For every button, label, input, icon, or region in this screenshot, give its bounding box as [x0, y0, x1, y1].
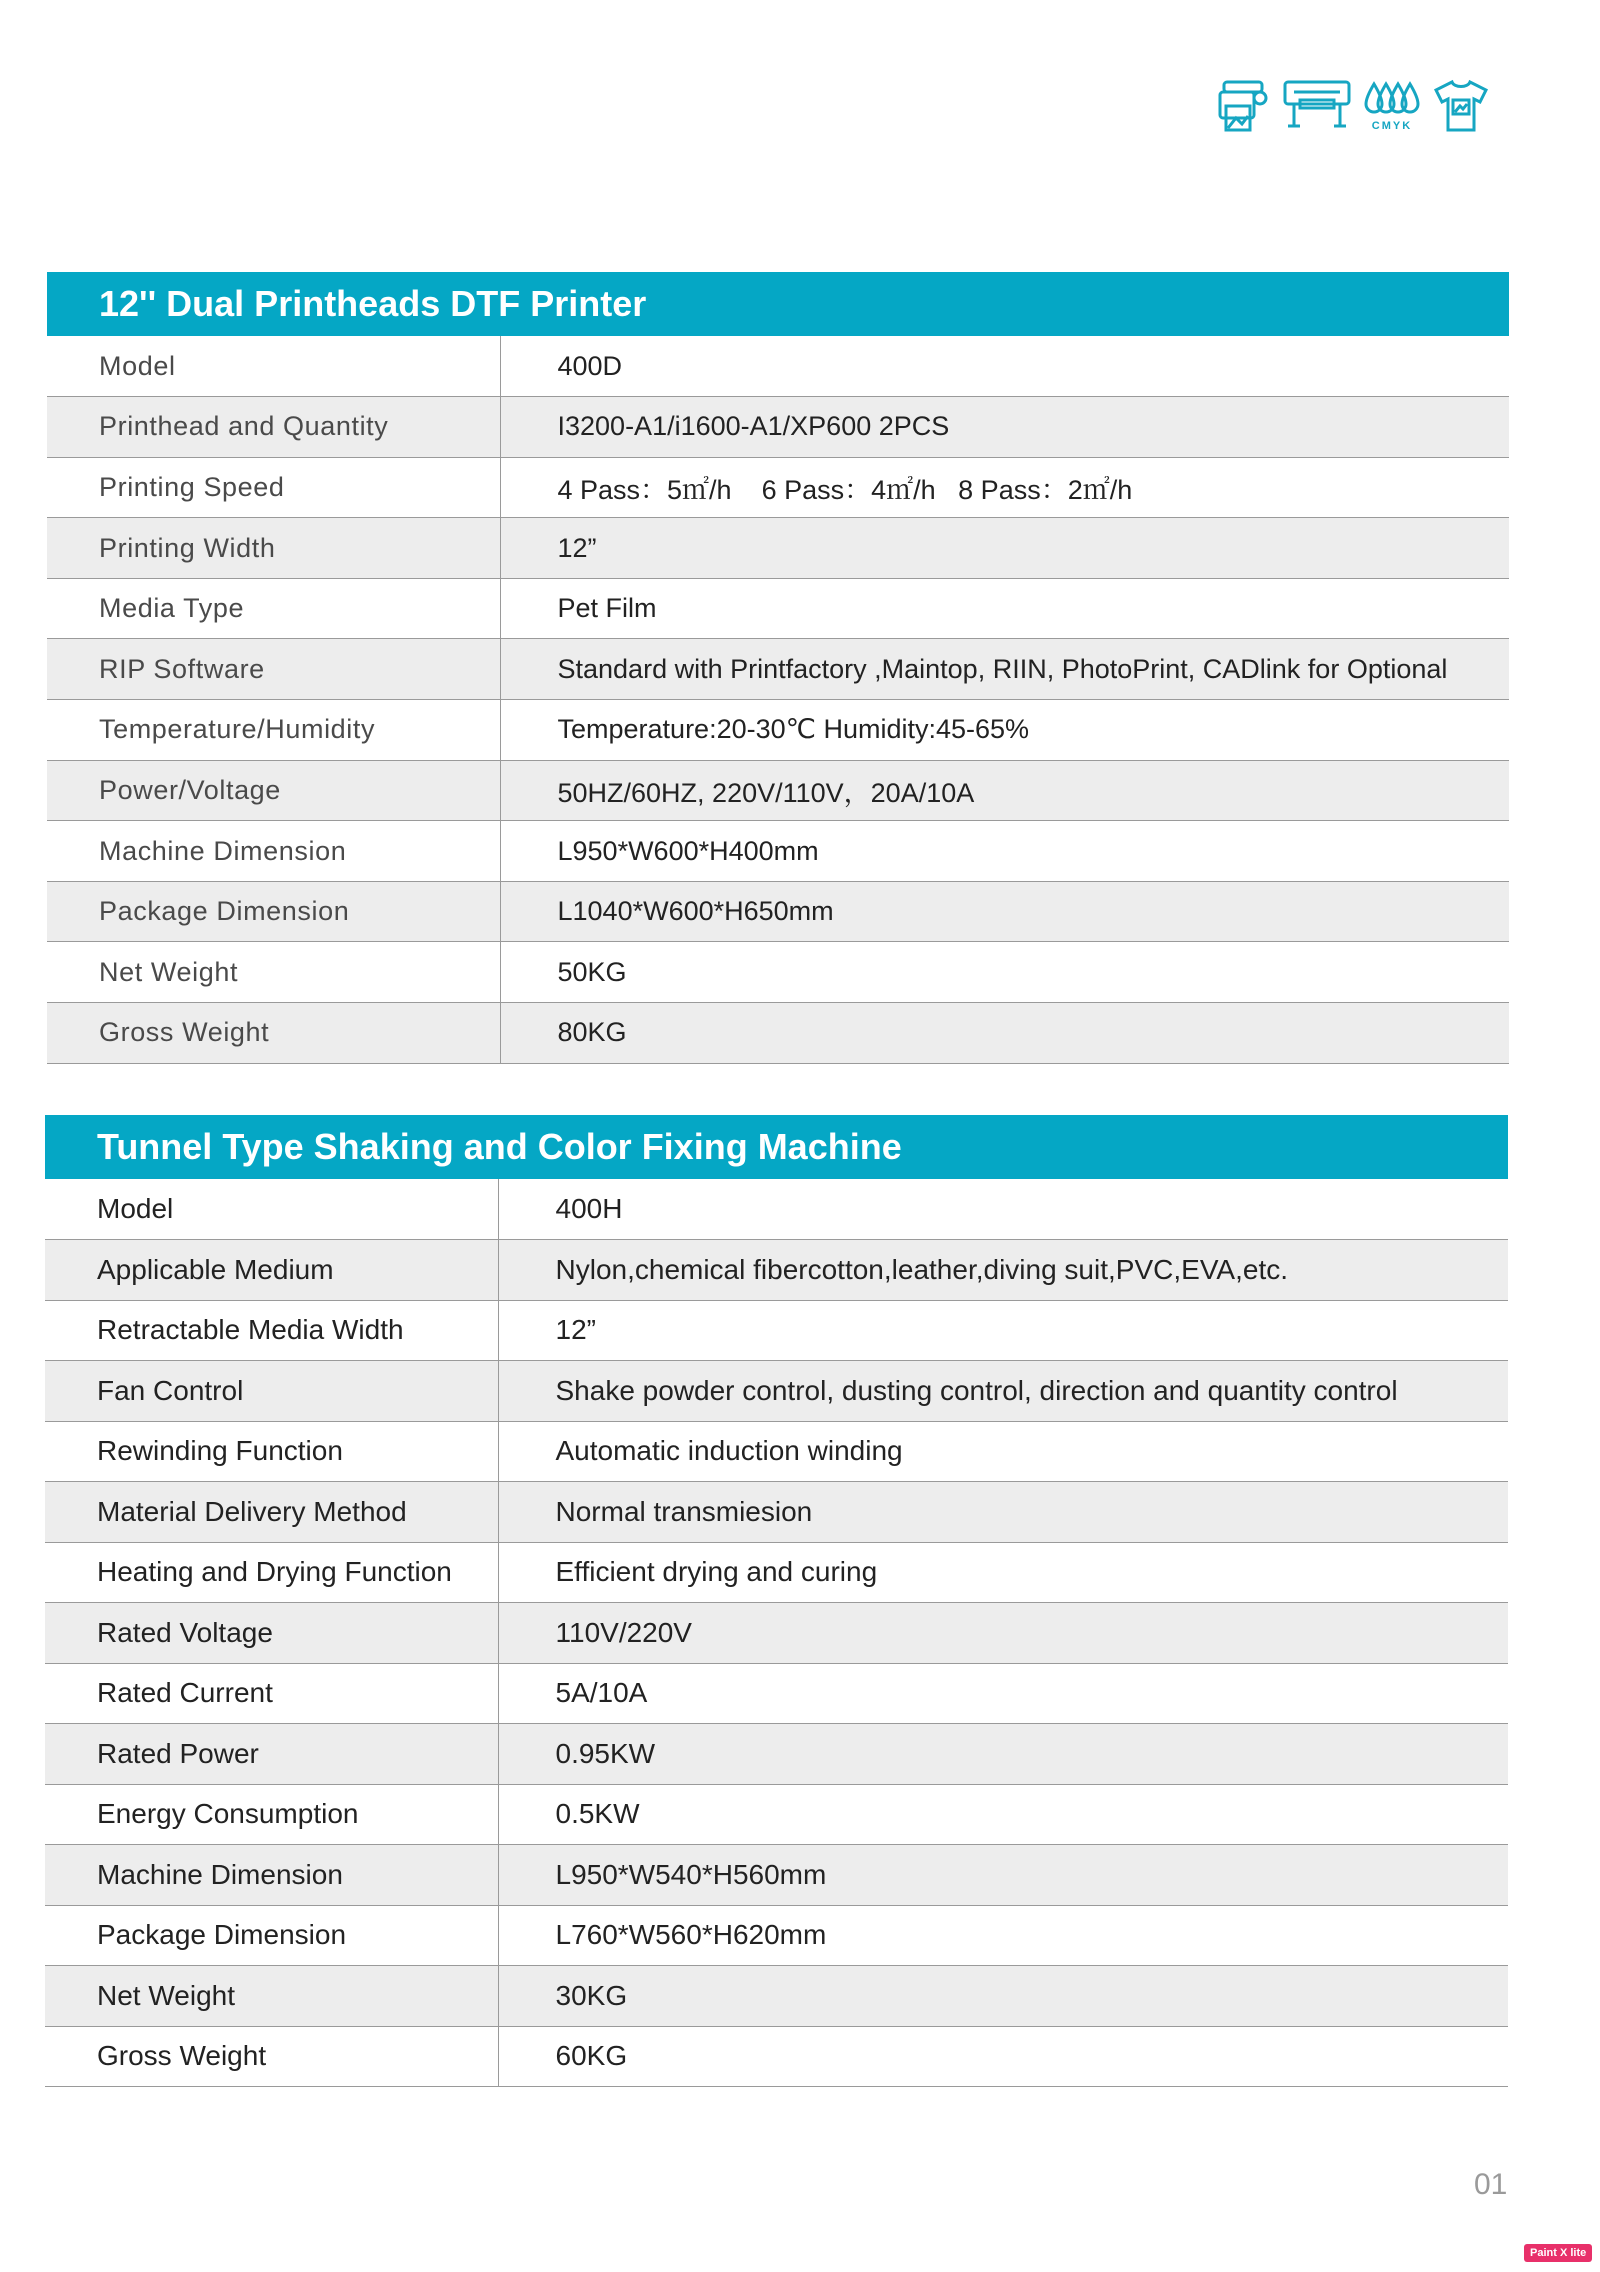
page-number: 01: [1474, 2168, 1508, 2201]
spec-label: Retractable Media Width: [45, 1300, 498, 1361]
table-row: [45, 1421, 1508, 1482]
table-row: [47, 1003, 1509, 1064]
header-icons: [1216, 78, 1490, 134]
spec-value: Nylon,chemical fibercotton,leather,diving suit,PVC,EVA,etc.: [498, 1240, 1508, 1301]
printer-roll-icon: [1216, 78, 1270, 134]
spec-value: Temperature:20-30℃ Humidity:45-65%: [500, 700, 1509, 761]
table-row: [47, 821, 1509, 882]
section-title: Tunnel Type Shaking and Color Fixing Machine: [45, 1115, 1508, 1179]
table-row: [45, 1300, 1508, 1361]
spec-label: Gross Weight: [47, 1003, 500, 1064]
spec-label: Rated Power: [45, 1724, 498, 1785]
table-row: [45, 2026, 1508, 2087]
spec-label: RIP Software: [47, 639, 500, 700]
spec-value: 110V/220V: [498, 1603, 1508, 1664]
spec-label: Material Delivery Method: [45, 1482, 498, 1543]
table-row: [47, 700, 1509, 761]
spec-label: Printing Width: [47, 518, 500, 579]
spec-label: Printhead and Quantity: [47, 397, 500, 458]
spec-value: 400D: [500, 336, 1509, 397]
table-row: [45, 1240, 1508, 1301]
spec-value: 50KG: [500, 942, 1509, 1003]
table-row: [45, 1542, 1508, 1603]
spec-label: Package Dimension: [45, 1905, 498, 1966]
spec-label: Media Type: [47, 578, 500, 639]
spec-label: Printing Speed: [47, 457, 500, 518]
spec-value: 12”: [498, 1300, 1508, 1361]
table-row: [47, 760, 1509, 821]
spec-table: [45, 1179, 1508, 2087]
table-row: [47, 397, 1509, 458]
spec-value: 0.95KW: [498, 1724, 1508, 1785]
spec-value: 50HZ/60HZ, 220V/110V，20A/10A: [500, 760, 1509, 821]
shaking-machine-spec-section: [45, 1115, 1508, 2087]
spec-label: Net Weight: [45, 1966, 498, 2027]
spec-value: Normal transmiesion: [498, 1482, 1508, 1543]
spec-value: 0.5KW: [498, 1784, 1508, 1845]
spec-label: Gross Weight: [45, 2026, 498, 2087]
cmyk-label: CMYK: [1371, 120, 1413, 132]
spec-label: Power/Voltage: [47, 760, 500, 821]
section-title: 12'' Dual Printheads DTF Printer: [47, 272, 1509, 336]
spec-value: 60KG: [498, 2026, 1508, 2087]
spec-value: Shake powder control, dusting control, direction and quantity control: [498, 1361, 1508, 1422]
spec-value: Standard with Printfactory ,Maintop, RIIN, PhotoPrint, CADlink for Optional: [500, 639, 1509, 700]
spec-value: Efficient drying and curing: [498, 1542, 1508, 1603]
spec-value: L1040*W600*H650mm: [500, 881, 1509, 942]
table-row: [47, 578, 1509, 639]
spec-label: Net Weight: [47, 942, 500, 1003]
spec-label: Rated Voltage: [45, 1603, 498, 1664]
spec-value: 400H: [498, 1179, 1508, 1240]
spec-label: Heating and Drying Function: [45, 1542, 498, 1603]
table-row: [45, 1482, 1508, 1543]
table-row: [45, 1603, 1508, 1664]
table-row: [47, 942, 1509, 1003]
spec-value: L950*W600*H400mm: [500, 821, 1509, 882]
table-row: [45, 1845, 1508, 1906]
spec-label: Machine Dimension: [47, 821, 500, 882]
spec-value: Automatic induction winding: [498, 1421, 1508, 1482]
table-row: [45, 1179, 1508, 1240]
spec-table: [47, 336, 1509, 1064]
spec-label: Rewinding Function: [45, 1421, 498, 1482]
spec-value: I3200-A1/i1600-A1/XP600 2PCS: [500, 397, 1509, 458]
spec-label: Package Dimension: [47, 881, 500, 942]
table-row: [45, 1966, 1508, 2027]
spec-value: Pet Film: [500, 578, 1509, 639]
watermark-badge: Paint X lite: [1524, 2244, 1592, 2262]
spec-label: Model: [45, 1179, 498, 1240]
spec-value: 30KG: [498, 1966, 1508, 2027]
spec-value: 80KG: [500, 1003, 1509, 1064]
table-row: [47, 518, 1509, 579]
spec-label: Rated Current: [45, 1663, 498, 1724]
table-row: [45, 1905, 1508, 1966]
wide-format-printer-icon: [1282, 78, 1352, 130]
cmyk-ink-drops-icon: [1364, 78, 1420, 132]
table-row: [45, 1784, 1508, 1845]
tshirt-icon: [1432, 78, 1490, 134]
table-row: [47, 881, 1509, 942]
spec-label: Energy Consumption: [45, 1784, 498, 1845]
table-row: [45, 1663, 1508, 1724]
table-row: [45, 1361, 1508, 1422]
spec-value: 12”: [500, 518, 1509, 579]
spec-value: L950*W540*H560mm: [498, 1845, 1508, 1906]
spec-label: Fan Control: [45, 1361, 498, 1422]
spec-value: L760*W560*H620mm: [498, 1905, 1508, 1966]
table-row: [47, 336, 1509, 397]
dtf-printer-spec-section: [47, 272, 1509, 1064]
spec-value: 4 Pass：5㎡/h 6 Pass：4㎡/h 8 Pass：2㎡/h: [500, 457, 1509, 518]
spec-label: Applicable Medium: [45, 1240, 498, 1301]
table-row: [47, 457, 1509, 518]
spec-label: Machine Dimension: [45, 1845, 498, 1906]
spec-label: Temperature/Humidity: [47, 700, 500, 761]
spec-value: 5A/10A: [498, 1663, 1508, 1724]
table-row: [45, 1724, 1508, 1785]
spec-label: Model: [47, 336, 500, 397]
table-row: [47, 639, 1509, 700]
